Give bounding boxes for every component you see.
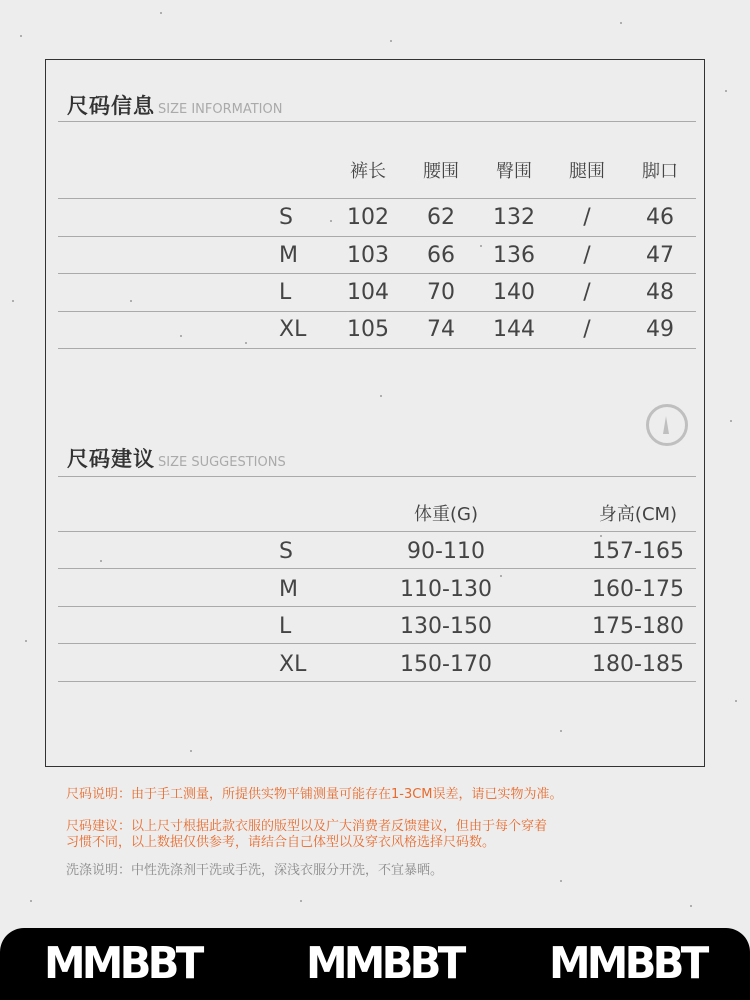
size-note: 尺码说明：由于手工测量，所提供实物平铺测量可能存在1-3CM误差，请已实物为准。 <box>66 787 563 802</box>
table-cell: / <box>583 280 591 305</box>
brand-logo: MMBBT <box>306 938 463 989</box>
table-cell: 70 <box>427 280 455 305</box>
divider <box>58 236 696 237</box>
size-label: XL <box>279 317 307 342</box>
size-suggestions-title <box>67 443 286 473</box>
brand-logo: MMBBT <box>44 938 201 989</box>
divider <box>58 606 696 607</box>
table-cell: 46 <box>646 205 674 230</box>
table-cell: 103 <box>347 243 389 268</box>
gauge-icon <box>646 404 688 446</box>
divider <box>58 681 696 682</box>
size-label: S <box>279 205 293 230</box>
brand-logo: MMBBT <box>549 938 706 989</box>
size-label: L <box>279 280 292 305</box>
divider <box>58 476 696 477</box>
wash-note: 洗涤说明：中性洗涤剂干洗或手洗，深浅衣服分开洗，不宜暴晒。 <box>66 863 444 878</box>
table-cell: 110-130 <box>400 577 492 602</box>
header-pants-length: 裤长 <box>350 161 386 182</box>
table-cell: / <box>583 205 591 230</box>
table-cell: 90-110 <box>407 539 485 564</box>
table-cell: 74 <box>427 317 455 342</box>
table-cell: 150-170 <box>400 652 492 677</box>
table-cell: 47 <box>646 243 674 268</box>
header-height: 身高(CM) <box>598 504 678 525</box>
divider <box>58 198 696 199</box>
table-cell: 140 <box>493 280 535 305</box>
suggestion-note-line-2: 习惯不同，以上数据仅供参考，请结合自己体型以及穿衣风格选择尺码数。 <box>66 835 496 850</box>
divider <box>58 348 696 349</box>
size-info-title-zh: 尺码信息 <box>67 94 155 118</box>
table-cell: 144 <box>493 317 535 342</box>
header-weight: 体重(G) <box>414 504 478 525</box>
table-cell: 180-185 <box>592 652 684 677</box>
header-hip: 臀围 <box>496 161 532 182</box>
footer-banner <box>0 928 750 1000</box>
table-cell: 104 <box>347 280 389 305</box>
size-info-title <box>67 90 282 120</box>
divider <box>58 643 696 644</box>
table-cell: / <box>583 317 591 342</box>
table-cell: 132 <box>493 205 535 230</box>
table-cell: 48 <box>646 280 674 305</box>
table-cell: 66 <box>427 243 455 268</box>
size-label: S <box>279 539 293 564</box>
table-cell: 130-150 <box>400 614 492 639</box>
header-waist: 腰围 <box>423 161 459 182</box>
size-label: M <box>279 577 298 602</box>
size-chart-frame <box>45 59 705 767</box>
size-info-title-en: SIZE INFORMATION <box>158 102 283 117</box>
size-suggestions-title-en: SIZE SUGGESTIONS <box>158 455 286 470</box>
header-leg-opening: 脚口 <box>642 161 678 182</box>
table-cell: 105 <box>347 317 389 342</box>
table-cell: 175-180 <box>592 614 684 639</box>
divider <box>58 311 696 312</box>
table-cell: 157-165 <box>592 539 684 564</box>
divider <box>58 568 696 569</box>
table-cell: 136 <box>493 243 535 268</box>
size-label: M <box>279 243 298 268</box>
table-cell: 160-175 <box>592 577 684 602</box>
divider <box>58 531 696 532</box>
size-label: L <box>279 614 292 639</box>
table-cell: 62 <box>427 205 455 230</box>
table-cell: / <box>583 243 591 268</box>
size-suggestions-title-zh: 尺码建议 <box>67 447 155 471</box>
size-label: XL <box>279 652 307 677</box>
table-cell: 102 <box>347 205 389 230</box>
divider <box>58 273 696 274</box>
suggestion-note-line-1: 尺码建议：以上尺寸根据此款衣服的版型以及广大消费者反馈建议，但由于每个穿着 <box>66 819 548 834</box>
divider <box>58 121 696 122</box>
table-cell: 49 <box>646 317 674 342</box>
header-thigh: 腿围 <box>569 161 605 182</box>
